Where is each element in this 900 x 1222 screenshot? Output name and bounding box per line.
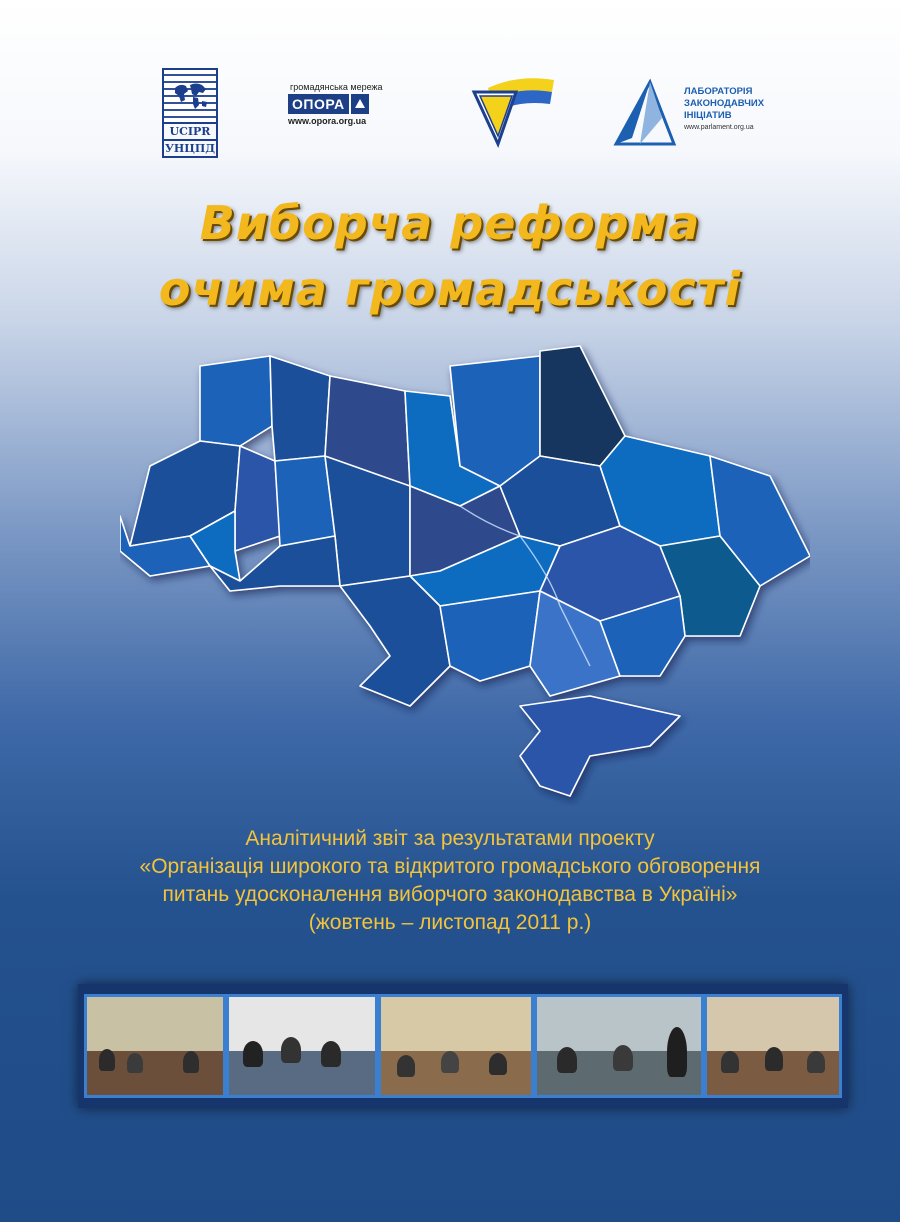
- kvu-emblem-icon: [468, 70, 558, 150]
- opora-url: www.oporа.org.ua: [288, 116, 367, 126]
- lab-url: www.parlament.org.ua: [684, 124, 754, 131]
- opora-caption: громадянська мережа: [290, 82, 383, 92]
- ucipr-latin-label: UCIPR: [169, 125, 211, 138]
- triangle-icon: [351, 94, 369, 114]
- report-subtitle: [0, 825, 900, 937]
- cover-title-line-2: очима громадськості: [158, 262, 742, 316]
- opora-logo: [288, 82, 408, 142]
- region-volyn: [200, 356, 272, 446]
- photo-meeting: [378, 994, 534, 1098]
- lab-line-1: ЛАБОРАТОРІЯ: [684, 86, 753, 97]
- subtitle-line-2: «Організація широкого та відкритого громадського обговорення: [139, 855, 761, 878]
- region-rivne: [270, 356, 330, 461]
- lab-line-3: ІНІЦІАТИВ: [684, 110, 732, 121]
- partner-logos: [0, 60, 900, 160]
- region-mykolaiv: [440, 591, 540, 681]
- laboratory-logo: [610, 78, 790, 158]
- subtitle-line-1: Аналітичний звіт за результатами проекту: [245, 827, 655, 850]
- lab-line-2: ЗАКОНОДАВЧИХ: [684, 98, 765, 109]
- photo-seminar: [704, 994, 842, 1098]
- ucipr-logo: [162, 68, 220, 158]
- region-sumy: [540, 346, 625, 466]
- region-ternopil: [235, 446, 280, 551]
- photo-strip: [78, 984, 848, 1108]
- kvu-logo: [468, 70, 558, 150]
- ucipr-emblem: [162, 68, 218, 124]
- subtitle-line-4: (жовтень – листопад 2011 р.): [308, 911, 592, 934]
- ucipr-cyrillic-label: УНЦПД: [164, 139, 216, 156]
- cover-title-line-1: Виборча реформа: [199, 196, 701, 250]
- sail-triangle-icon: [610, 78, 680, 150]
- subtitle-line-3: питань удосконалення виборчого законодавства в Україні»: [162, 883, 738, 906]
- photo-conference-room: [84, 994, 226, 1098]
- opora-name: ОПОРА: [288, 94, 349, 114]
- world-map-icon: [172, 80, 210, 112]
- photo-discussion: [534, 994, 704, 1098]
- region-crimea: [520, 696, 680, 796]
- photo-round-table: [226, 994, 378, 1098]
- ukraine-regions-map: [120, 336, 810, 806]
